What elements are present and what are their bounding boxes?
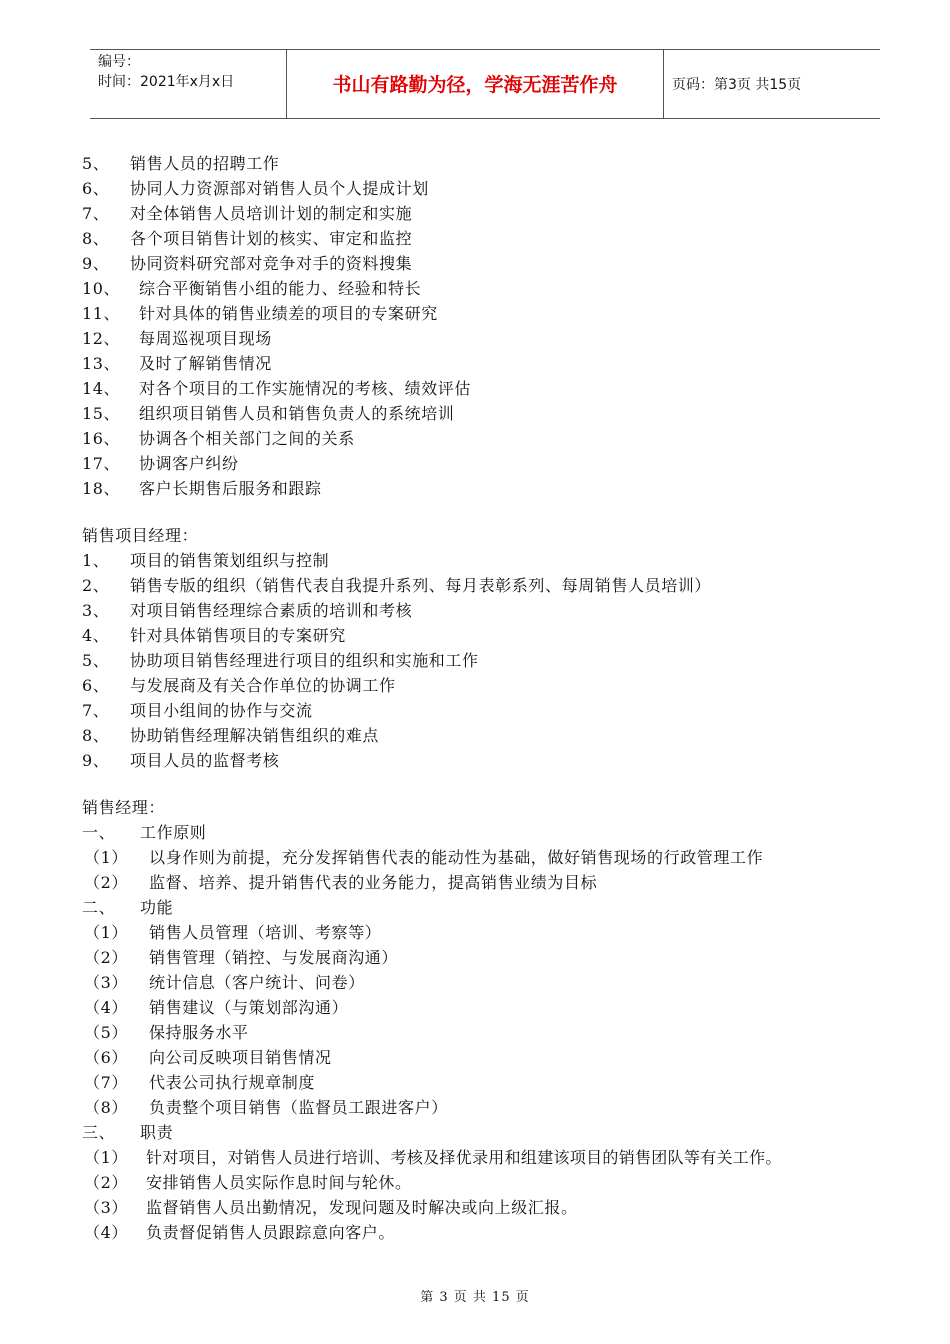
document-body	[80, 151, 910, 1245]
list-item	[80, 1145, 910, 1170]
list-item	[80, 151, 910, 176]
item-text: 项目的销售策划组织与控制	[130, 551, 330, 570]
list-item	[80, 1020, 910, 1045]
item-number: 7、	[82, 701, 110, 720]
item-number: 17、	[82, 454, 121, 473]
list-item	[80, 598, 910, 623]
item-text: 向公司反映项目销售情况	[149, 1048, 332, 1067]
item-text: 组织项目销售人员和销售负责人的系统培训	[139, 404, 455, 423]
list-item	[80, 326, 910, 351]
item-number: 7、	[82, 204, 110, 223]
item-number: 8、	[82, 229, 110, 248]
heading-number: 三、	[82, 1123, 116, 1142]
item-number: 8、	[82, 726, 110, 745]
list-item	[80, 426, 910, 451]
subsection-heading	[80, 895, 910, 920]
list-item	[80, 748, 910, 773]
header-motto: 书山有路勤为径，学海无涯苦作舟	[332, 74, 618, 96]
page-footer: 第 3 页 共 15 页	[420, 1290, 530, 1305]
list-item	[80, 1045, 910, 1070]
item-number: 16、	[82, 429, 121, 448]
item-number: （8）	[84, 1098, 128, 1117]
item-text: 销售建议（与策划部沟通）	[149, 998, 349, 1017]
item-number: 3、	[82, 601, 110, 620]
list-item	[80, 920, 910, 945]
item-number: 2、	[82, 576, 110, 595]
heading-text: 功能	[140, 898, 174, 917]
item-text: 销售管理（销控、与发展商沟通）	[149, 948, 399, 967]
item-text: 与发展商及有关合作单位的协调工作	[130, 676, 396, 695]
item-text: 对项目销售经理综合素质的培训和考核	[130, 601, 413, 620]
item-number: 4、	[82, 626, 110, 645]
item-text: 协同人力资源部对销售人员个人提成计划	[130, 179, 429, 198]
item-text: 协助项目销售经理进行项目的组织和实施和工作	[130, 651, 479, 670]
item-number: （1）	[84, 1148, 128, 1167]
list-item	[80, 573, 910, 598]
item-text: 协调客户纠纷	[139, 454, 239, 473]
section-title: 销售经理：	[82, 798, 166, 817]
document-number-label: 编号：	[98, 54, 140, 70]
list-item	[80, 1070, 910, 1095]
item-number: （1）	[84, 923, 128, 942]
item-text: 监督、培养、提升销售代表的业务能力，提高销售业绩为目标	[149, 873, 598, 892]
subsection-heading	[80, 820, 910, 845]
item-text: 针对具体的销售业绩差的项目的专案研究	[139, 304, 438, 323]
heading-text: 职责	[140, 1123, 174, 1142]
item-number: 12、	[82, 329, 121, 348]
document-time-label: 时间：2021年x月x日	[98, 74, 235, 90]
item-number: （4）	[84, 998, 128, 1017]
item-number: （2）	[84, 873, 128, 892]
item-number: 11、	[82, 304, 121, 323]
list-item	[80, 1195, 910, 1220]
item-text: 保持服务水平	[149, 1023, 249, 1042]
item-text: 负责整个项目销售（监督员工跟进客户）	[149, 1098, 448, 1117]
item-text: 项目小组间的协作与交流	[130, 701, 313, 720]
item-text: 客户长期售后服务和跟踪	[139, 479, 322, 498]
list-item	[80, 376, 910, 401]
item-text: 协助销售经理解决销售组织的难点	[130, 726, 380, 745]
list-item	[80, 201, 910, 226]
list-item	[80, 845, 910, 870]
item-number: （3）	[84, 1198, 128, 1217]
item-number: 9、	[82, 751, 110, 770]
item-text: 各个项目销售计划的核实、审定和监控	[130, 229, 413, 248]
subsection-heading	[80, 1120, 910, 1145]
item-number: 14、	[82, 379, 121, 398]
list-item	[80, 648, 910, 673]
list-item	[80, 548, 910, 573]
list-item	[80, 276, 910, 301]
header-page-cell	[664, 50, 880, 118]
item-number: （7）	[84, 1073, 128, 1092]
item-text: 对全体销售人员培训计划的制定和实施	[130, 204, 413, 223]
item-text: 针对具体销售项目的专案研究	[130, 626, 346, 645]
item-text: 负责督促销售人员跟踪意向客户。	[146, 1223, 396, 1242]
item-number: 9、	[82, 254, 110, 273]
item-text: 销售专版的组织（销售代表自我提升系列、每月表彰系列、每周销售人员培训）	[130, 576, 712, 595]
item-number: 5、	[82, 154, 110, 173]
list-item	[80, 723, 910, 748]
list-item	[80, 251, 910, 276]
page-header	[90, 49, 880, 119]
item-number: 18、	[82, 479, 121, 498]
item-number: （2）	[84, 1173, 128, 1192]
item-text: 代表公司执行规章制度	[149, 1073, 316, 1092]
item-text: 统计信息（客户统计、问卷）	[149, 973, 365, 992]
item-number: 1、	[82, 551, 110, 570]
list-item	[80, 995, 910, 1020]
item-number: （1）	[84, 848, 128, 867]
list-item	[80, 176, 910, 201]
list-item	[80, 351, 910, 376]
heading-text: 工作原则	[140, 823, 207, 842]
item-number: 6、	[82, 179, 110, 198]
item-number: 13、	[82, 354, 121, 373]
item-text: 针对项目，对销售人员进行培训、考核及择优录用和组建该项目的销售团队等有关工作。	[146, 1148, 782, 1167]
list-item	[80, 623, 910, 648]
item-number: 6、	[82, 676, 110, 695]
list-item	[80, 970, 910, 995]
list-item	[80, 1220, 910, 1245]
item-number: （6）	[84, 1048, 128, 1067]
item-text: 监督销售人员出勤情况，发现问题及时解决或向上级汇报。	[146, 1198, 578, 1217]
item-text: 以身作则为前提，充分发挥销售代表的能动性为基础，做好销售现场的行政管理工作	[149, 848, 764, 867]
item-text: 安排销售人员实际作息时间与轮休。	[146, 1173, 412, 1192]
section-title: 销售项目经理：	[82, 526, 199, 545]
item-text: 项目人员的监督考核	[130, 751, 280, 770]
list-item	[80, 945, 910, 970]
item-number: 10、	[82, 279, 121, 298]
item-text: 协调各个相关部门之间的关系	[139, 429, 355, 448]
list-item	[80, 870, 910, 895]
header-page-label: 页码：第3页 共15页	[672, 77, 802, 93]
item-number: （3）	[84, 973, 128, 992]
list-item	[80, 1095, 910, 1120]
list-item	[80, 401, 910, 426]
item-text: 协同资料研究部对竞争对手的资料搜集	[130, 254, 413, 273]
item-text: 销售人员的招聘工作	[130, 154, 280, 173]
item-number: 15、	[82, 404, 121, 423]
heading-number: 一、	[82, 823, 116, 842]
item-text: 对各个项目的工作实施情况的考核、绩效评估	[139, 379, 472, 398]
list-item	[80, 673, 910, 698]
list-item	[80, 226, 910, 251]
item-number: 5、	[82, 651, 110, 670]
list-item	[80, 476, 910, 501]
list-item	[80, 1170, 910, 1195]
header-meta-cell	[90, 50, 287, 118]
item-number: （2）	[84, 948, 128, 967]
item-text: 及时了解销售情况	[139, 354, 272, 373]
item-number: （5）	[84, 1023, 128, 1042]
item-number: （4）	[84, 1223, 128, 1242]
item-text: 销售人员管理（培训、考察等）	[149, 923, 382, 942]
list-item	[80, 301, 910, 326]
item-text: 每周巡视项目现场	[139, 329, 272, 348]
list-item	[80, 698, 910, 723]
item-text: 综合平衡销售小组的能力、经验和特长	[139, 279, 422, 298]
list-item	[80, 451, 910, 476]
header-motto-cell	[287, 50, 664, 118]
heading-number: 二、	[82, 898, 116, 917]
